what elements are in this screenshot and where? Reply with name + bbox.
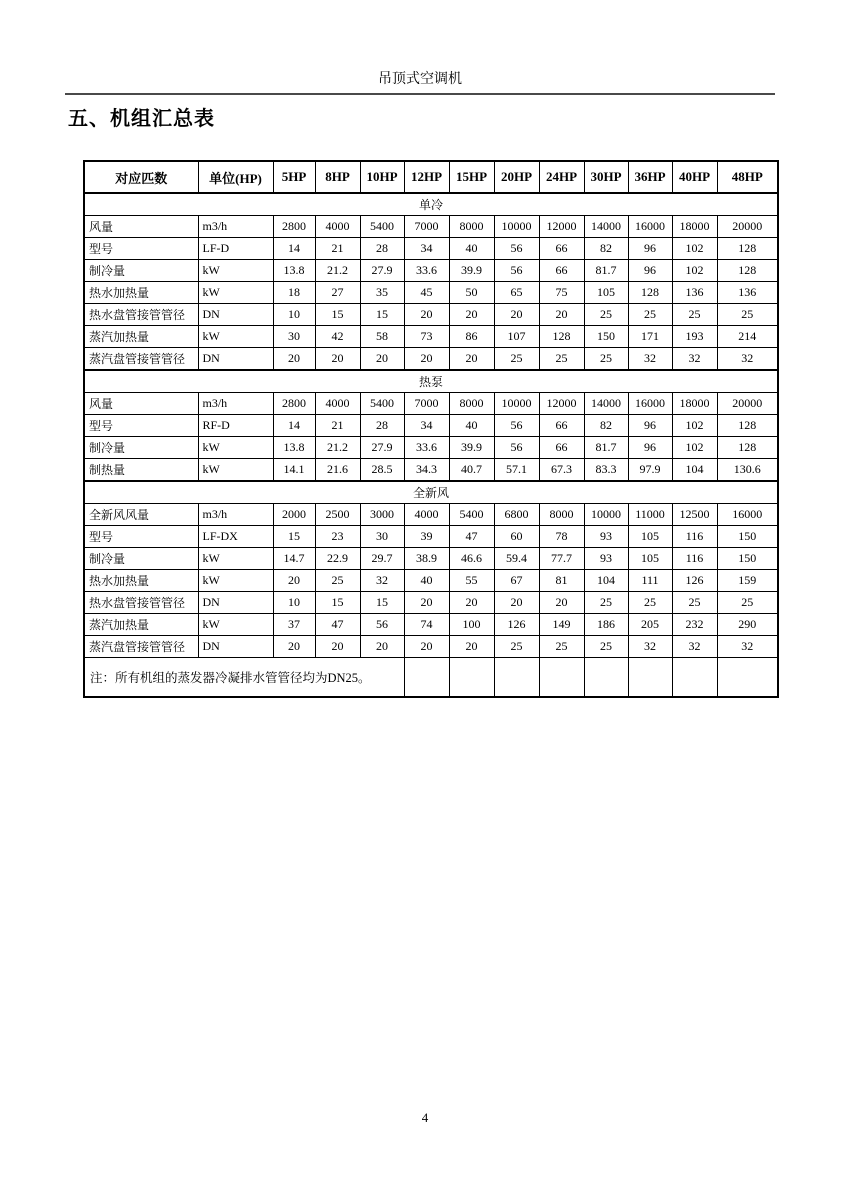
row-value: 25 bbox=[539, 348, 584, 371]
row-label: 制热量 bbox=[84, 459, 198, 482]
row-value: 93 bbox=[584, 548, 628, 570]
row-value: 20 bbox=[404, 304, 449, 326]
row-value: 10000 bbox=[584, 504, 628, 526]
row-value: 2500 bbox=[315, 504, 360, 526]
row-label: 热水盘管接管管径 bbox=[84, 304, 198, 326]
row-value: 42 bbox=[315, 326, 360, 348]
row-value: 104 bbox=[672, 459, 717, 482]
row-value: 186 bbox=[584, 614, 628, 636]
row-value: 20 bbox=[315, 636, 360, 658]
row-value: 55 bbox=[449, 570, 494, 592]
row-unit: DN bbox=[198, 348, 273, 371]
table-row bbox=[84, 636, 778, 658]
row-value: 35 bbox=[360, 282, 404, 304]
row-unit: kW bbox=[198, 548, 273, 570]
table-header bbox=[84, 161, 778, 193]
row-unit: DN bbox=[198, 304, 273, 326]
row-value: 20 bbox=[273, 636, 315, 658]
row-value: 105 bbox=[628, 526, 672, 548]
row-value: 75 bbox=[539, 282, 584, 304]
row-value: 30 bbox=[360, 526, 404, 548]
row-value: 34.3 bbox=[404, 459, 449, 482]
row-value: 25 bbox=[672, 592, 717, 614]
row-value: 56 bbox=[494, 437, 539, 459]
row-value: 58 bbox=[360, 326, 404, 348]
row-value: 111 bbox=[628, 570, 672, 592]
row-value: 15 bbox=[315, 304, 360, 326]
row-unit: DN bbox=[198, 636, 273, 658]
column-header-hp: 48HP bbox=[717, 161, 778, 193]
row-value: 39 bbox=[404, 526, 449, 548]
row-value: 82 bbox=[584, 415, 628, 437]
row-value: 193 bbox=[672, 326, 717, 348]
column-header-hp: 40HP bbox=[672, 161, 717, 193]
row-value: 86 bbox=[449, 326, 494, 348]
table-note: 注：所有机组的蒸发器冷凝排水管管径均为DN25。 bbox=[84, 658, 404, 698]
row-value: 77.7 bbox=[539, 548, 584, 570]
row-value: 21 bbox=[315, 238, 360, 260]
row-value: 20 bbox=[449, 636, 494, 658]
document-header bbox=[65, 68, 775, 95]
row-value: 25 bbox=[584, 592, 628, 614]
table-row bbox=[84, 393, 778, 415]
column-header-hp: 20HP bbox=[494, 161, 539, 193]
row-value: 82 bbox=[584, 238, 628, 260]
row-value: 214 bbox=[717, 326, 778, 348]
row-unit: kW bbox=[198, 459, 273, 482]
row-value: 66 bbox=[539, 415, 584, 437]
row-value: 25 bbox=[494, 348, 539, 371]
row-value: 20 bbox=[539, 592, 584, 614]
table-row bbox=[84, 592, 778, 614]
empty-cell bbox=[672, 658, 717, 698]
row-value: 39.9 bbox=[449, 260, 494, 282]
row-value: 14.1 bbox=[273, 459, 315, 482]
row-label: 型号 bbox=[84, 415, 198, 437]
row-value: 20 bbox=[273, 348, 315, 371]
row-value: 171 bbox=[628, 326, 672, 348]
row-value: 100 bbox=[449, 614, 494, 636]
row-value: 16000 bbox=[628, 393, 672, 415]
row-value: 10000 bbox=[494, 216, 539, 238]
row-value: 10 bbox=[273, 304, 315, 326]
row-value: 20 bbox=[315, 348, 360, 371]
row-label: 制冷量 bbox=[84, 437, 198, 459]
row-value: 32 bbox=[672, 348, 717, 371]
row-value: 10 bbox=[273, 592, 315, 614]
row-value: 25 bbox=[539, 636, 584, 658]
row-unit: kW bbox=[198, 260, 273, 282]
table-row bbox=[84, 304, 778, 326]
row-value: 8000 bbox=[539, 504, 584, 526]
row-value: 20 bbox=[539, 304, 584, 326]
row-value: 47 bbox=[315, 614, 360, 636]
section-title: 全新风 bbox=[84, 481, 778, 504]
row-value: 45 bbox=[404, 282, 449, 304]
row-label: 风量 bbox=[84, 393, 198, 415]
row-value: 149 bbox=[539, 614, 584, 636]
row-value: 105 bbox=[628, 548, 672, 570]
row-value: 2800 bbox=[273, 393, 315, 415]
row-value: 20 bbox=[273, 570, 315, 592]
row-value: 66 bbox=[539, 260, 584, 282]
row-unit: kW bbox=[198, 437, 273, 459]
page-number: 4 bbox=[421, 1110, 429, 1125]
row-value: 4000 bbox=[315, 216, 360, 238]
row-value: 14000 bbox=[584, 216, 628, 238]
row-value: 5400 bbox=[360, 393, 404, 415]
row-value: 6800 bbox=[494, 504, 539, 526]
row-value: 32 bbox=[628, 636, 672, 658]
row-value: 28 bbox=[360, 238, 404, 260]
table-row bbox=[84, 548, 778, 570]
row-value: 93 bbox=[584, 526, 628, 548]
row-value: 40.7 bbox=[449, 459, 494, 482]
row-value: 27.9 bbox=[360, 437, 404, 459]
row-value: 130.6 bbox=[717, 459, 778, 482]
row-value: 37 bbox=[273, 614, 315, 636]
table-row bbox=[84, 216, 778, 238]
row-value: 15 bbox=[360, 592, 404, 614]
row-value: 136 bbox=[717, 282, 778, 304]
row-value: 32 bbox=[672, 636, 717, 658]
row-value: 66 bbox=[539, 437, 584, 459]
row-value: 128 bbox=[717, 415, 778, 437]
row-value: 32 bbox=[717, 348, 778, 371]
empty-cell bbox=[494, 658, 539, 698]
row-value: 56 bbox=[494, 415, 539, 437]
row-value: 59.4 bbox=[494, 548, 539, 570]
row-value: 65 bbox=[494, 282, 539, 304]
row-value: 96 bbox=[628, 415, 672, 437]
column-header-hp: 36HP bbox=[628, 161, 672, 193]
row-unit: m3/h bbox=[198, 504, 273, 526]
table-row bbox=[84, 326, 778, 348]
row-value: 20 bbox=[360, 636, 404, 658]
row-value: 20 bbox=[449, 592, 494, 614]
table-row bbox=[84, 415, 778, 437]
row-value: 150 bbox=[584, 326, 628, 348]
row-value: 20 bbox=[494, 592, 539, 614]
row-unit: LF-DX bbox=[198, 526, 273, 548]
row-label: 型号 bbox=[84, 526, 198, 548]
row-value: 30 bbox=[273, 326, 315, 348]
row-value: 14 bbox=[273, 415, 315, 437]
row-value: 116 bbox=[672, 526, 717, 548]
row-value: 21.2 bbox=[315, 260, 360, 282]
row-value: 56 bbox=[494, 260, 539, 282]
row-value: 40 bbox=[404, 570, 449, 592]
row-value: 25 bbox=[315, 570, 360, 592]
row-label: 蒸汽盘管接管管径 bbox=[84, 348, 198, 371]
row-value: 126 bbox=[494, 614, 539, 636]
row-value: 14.7 bbox=[273, 548, 315, 570]
row-value: 7000 bbox=[404, 216, 449, 238]
table-row bbox=[84, 348, 778, 371]
table-row bbox=[84, 260, 778, 282]
section-header-row bbox=[84, 481, 778, 504]
row-value: 102 bbox=[672, 415, 717, 437]
row-value: 34 bbox=[404, 415, 449, 437]
row-label: 制冷量 bbox=[84, 260, 198, 282]
column-header-hp: 12HP bbox=[404, 161, 449, 193]
page-title: 五、机组汇总表 bbox=[68, 108, 215, 130]
row-value: 56 bbox=[494, 238, 539, 260]
row-value: 39.9 bbox=[449, 437, 494, 459]
column-header-hp: 30HP bbox=[584, 161, 628, 193]
column-header-unit: 单位(HP) bbox=[198, 161, 273, 193]
row-label: 热水加热量 bbox=[84, 570, 198, 592]
row-value: 107 bbox=[494, 326, 539, 348]
row-value: 21.6 bbox=[315, 459, 360, 482]
empty-cell bbox=[539, 658, 584, 698]
row-value: 128 bbox=[539, 326, 584, 348]
row-value: 34 bbox=[404, 238, 449, 260]
row-unit: kW bbox=[198, 614, 273, 636]
row-value: 67 bbox=[494, 570, 539, 592]
section-title: 热泵 bbox=[84, 370, 778, 393]
row-value: 25 bbox=[717, 592, 778, 614]
empty-cell bbox=[628, 658, 672, 698]
row-value: 15 bbox=[360, 304, 404, 326]
row-value: 14 bbox=[273, 238, 315, 260]
row-value: 128 bbox=[628, 282, 672, 304]
row-value: 78 bbox=[539, 526, 584, 548]
column-header-hp: 5HP bbox=[273, 161, 315, 193]
row-value: 73 bbox=[404, 326, 449, 348]
row-value: 16000 bbox=[628, 216, 672, 238]
note-row bbox=[84, 658, 778, 698]
document-header-text: 吊顶式空调机 bbox=[378, 72, 462, 87]
row-value: 20 bbox=[404, 592, 449, 614]
table-row bbox=[84, 504, 778, 526]
row-value: 25 bbox=[628, 304, 672, 326]
row-value: 25 bbox=[584, 304, 628, 326]
row-value: 96 bbox=[628, 437, 672, 459]
row-value: 67.3 bbox=[539, 459, 584, 482]
row-value: 150 bbox=[717, 526, 778, 548]
row-value: 16000 bbox=[717, 504, 778, 526]
empty-cell bbox=[449, 658, 494, 698]
table-row bbox=[84, 459, 778, 482]
row-label: 蒸汽加热量 bbox=[84, 326, 198, 348]
row-value: 18000 bbox=[672, 393, 717, 415]
row-value: 47 bbox=[449, 526, 494, 548]
row-value: 136 bbox=[672, 282, 717, 304]
section-header-row bbox=[84, 370, 778, 393]
empty-cell bbox=[404, 658, 449, 698]
row-value: 32 bbox=[717, 636, 778, 658]
row-value: 232 bbox=[672, 614, 717, 636]
row-value: 102 bbox=[672, 238, 717, 260]
row-unit: LF-D bbox=[198, 238, 273, 260]
row-label: 热水盘管接管管径 bbox=[84, 592, 198, 614]
row-value: 128 bbox=[717, 260, 778, 282]
row-value: 20 bbox=[449, 348, 494, 371]
row-value: 159 bbox=[717, 570, 778, 592]
row-value: 18 bbox=[273, 282, 315, 304]
row-value: 60 bbox=[494, 526, 539, 548]
row-value: 20 bbox=[404, 636, 449, 658]
section-title: 单冷 bbox=[84, 193, 778, 216]
row-value: 12000 bbox=[539, 216, 584, 238]
row-value: 23 bbox=[315, 526, 360, 548]
row-value: 28 bbox=[360, 415, 404, 437]
row-value: 21.2 bbox=[315, 437, 360, 459]
row-unit: m3/h bbox=[198, 393, 273, 415]
unit-summary-table bbox=[83, 160, 779, 698]
row-value: 14000 bbox=[584, 393, 628, 415]
row-value: 40 bbox=[449, 415, 494, 437]
row-value: 38.9 bbox=[404, 548, 449, 570]
row-label: 蒸汽盘管接管管径 bbox=[84, 636, 198, 658]
row-label: 全新风风量 bbox=[84, 504, 198, 526]
row-value: 74 bbox=[404, 614, 449, 636]
row-value: 66 bbox=[539, 238, 584, 260]
row-unit: m3/h bbox=[198, 216, 273, 238]
row-value: 81.7 bbox=[584, 260, 628, 282]
row-value: 150 bbox=[717, 548, 778, 570]
row-value: 20 bbox=[360, 348, 404, 371]
row-value: 116 bbox=[672, 548, 717, 570]
row-label: 型号 bbox=[84, 238, 198, 260]
row-value: 56 bbox=[360, 614, 404, 636]
row-value: 102 bbox=[672, 260, 717, 282]
row-value: 128 bbox=[717, 437, 778, 459]
row-value: 96 bbox=[628, 238, 672, 260]
row-value: 25 bbox=[584, 348, 628, 371]
row-value: 105 bbox=[584, 282, 628, 304]
row-value: 205 bbox=[628, 614, 672, 636]
row-label: 热水加热量 bbox=[84, 282, 198, 304]
row-unit: kW bbox=[198, 282, 273, 304]
row-value: 20000 bbox=[717, 216, 778, 238]
table-row bbox=[84, 614, 778, 636]
empty-cell bbox=[717, 658, 778, 698]
row-unit: DN bbox=[198, 592, 273, 614]
row-value: 5400 bbox=[360, 216, 404, 238]
row-value: 57.1 bbox=[494, 459, 539, 482]
column-header-hp: 10HP bbox=[360, 161, 404, 193]
row-value: 20000 bbox=[717, 393, 778, 415]
table-header-row bbox=[84, 161, 778, 193]
row-value: 25 bbox=[717, 304, 778, 326]
row-value: 25 bbox=[672, 304, 717, 326]
table-row bbox=[84, 437, 778, 459]
row-value: 33.6 bbox=[404, 437, 449, 459]
row-value: 20 bbox=[404, 348, 449, 371]
row-value: 290 bbox=[717, 614, 778, 636]
row-value: 20 bbox=[494, 304, 539, 326]
column-header-hp: 8HP bbox=[315, 161, 360, 193]
row-value: 83.3 bbox=[584, 459, 628, 482]
column-header-hp: 15HP bbox=[449, 161, 494, 193]
table-row bbox=[84, 282, 778, 304]
row-value: 104 bbox=[584, 570, 628, 592]
row-value: 15 bbox=[273, 526, 315, 548]
row-value: 40 bbox=[449, 238, 494, 260]
row-value: 11000 bbox=[628, 504, 672, 526]
row-value: 28.5 bbox=[360, 459, 404, 482]
row-value: 32 bbox=[628, 348, 672, 371]
row-value: 3000 bbox=[360, 504, 404, 526]
row-value: 15 bbox=[315, 592, 360, 614]
row-value: 96 bbox=[628, 260, 672, 282]
row-value: 25 bbox=[628, 592, 672, 614]
row-value: 102 bbox=[672, 437, 717, 459]
row-value: 27 bbox=[315, 282, 360, 304]
table-body bbox=[84, 193, 778, 697]
table-row bbox=[84, 570, 778, 592]
row-unit: kW bbox=[198, 570, 273, 592]
row-value: 33.6 bbox=[404, 260, 449, 282]
empty-cell bbox=[584, 658, 628, 698]
row-value: 21 bbox=[315, 415, 360, 437]
row-value: 97.9 bbox=[628, 459, 672, 482]
row-value: 126 bbox=[672, 570, 717, 592]
row-value: 10000 bbox=[494, 393, 539, 415]
table-row bbox=[84, 526, 778, 548]
row-value: 8000 bbox=[449, 216, 494, 238]
row-value: 7000 bbox=[404, 393, 449, 415]
row-label: 制冷量 bbox=[84, 548, 198, 570]
row-value: 25 bbox=[584, 636, 628, 658]
row-value: 13.8 bbox=[273, 260, 315, 282]
row-value: 22.9 bbox=[315, 548, 360, 570]
row-value: 5400 bbox=[449, 504, 494, 526]
row-unit: kW bbox=[198, 326, 273, 348]
row-value: 32 bbox=[360, 570, 404, 592]
row-value: 46.6 bbox=[449, 548, 494, 570]
row-value: 81 bbox=[539, 570, 584, 592]
table-row bbox=[84, 238, 778, 260]
row-value: 50 bbox=[449, 282, 494, 304]
row-value: 81.7 bbox=[584, 437, 628, 459]
row-value: 2000 bbox=[273, 504, 315, 526]
row-unit: RF-D bbox=[198, 415, 273, 437]
row-value: 12500 bbox=[672, 504, 717, 526]
row-value: 8000 bbox=[449, 393, 494, 415]
row-value: 13.8 bbox=[273, 437, 315, 459]
row-value: 25 bbox=[494, 636, 539, 658]
row-value: 27.9 bbox=[360, 260, 404, 282]
row-value: 128 bbox=[717, 238, 778, 260]
row-label: 蒸汽加热量 bbox=[84, 614, 198, 636]
row-value: 20 bbox=[449, 304, 494, 326]
row-value: 29.7 bbox=[360, 548, 404, 570]
row-value: 2800 bbox=[273, 216, 315, 238]
row-value: 4000 bbox=[315, 393, 360, 415]
row-label: 风量 bbox=[84, 216, 198, 238]
row-value: 18000 bbox=[672, 216, 717, 238]
section-header-row bbox=[84, 193, 778, 216]
column-header-label: 对应匹数 bbox=[84, 161, 198, 193]
row-value: 12000 bbox=[539, 393, 584, 415]
row-value: 4000 bbox=[404, 504, 449, 526]
column-header-hp: 24HP bbox=[539, 161, 584, 193]
